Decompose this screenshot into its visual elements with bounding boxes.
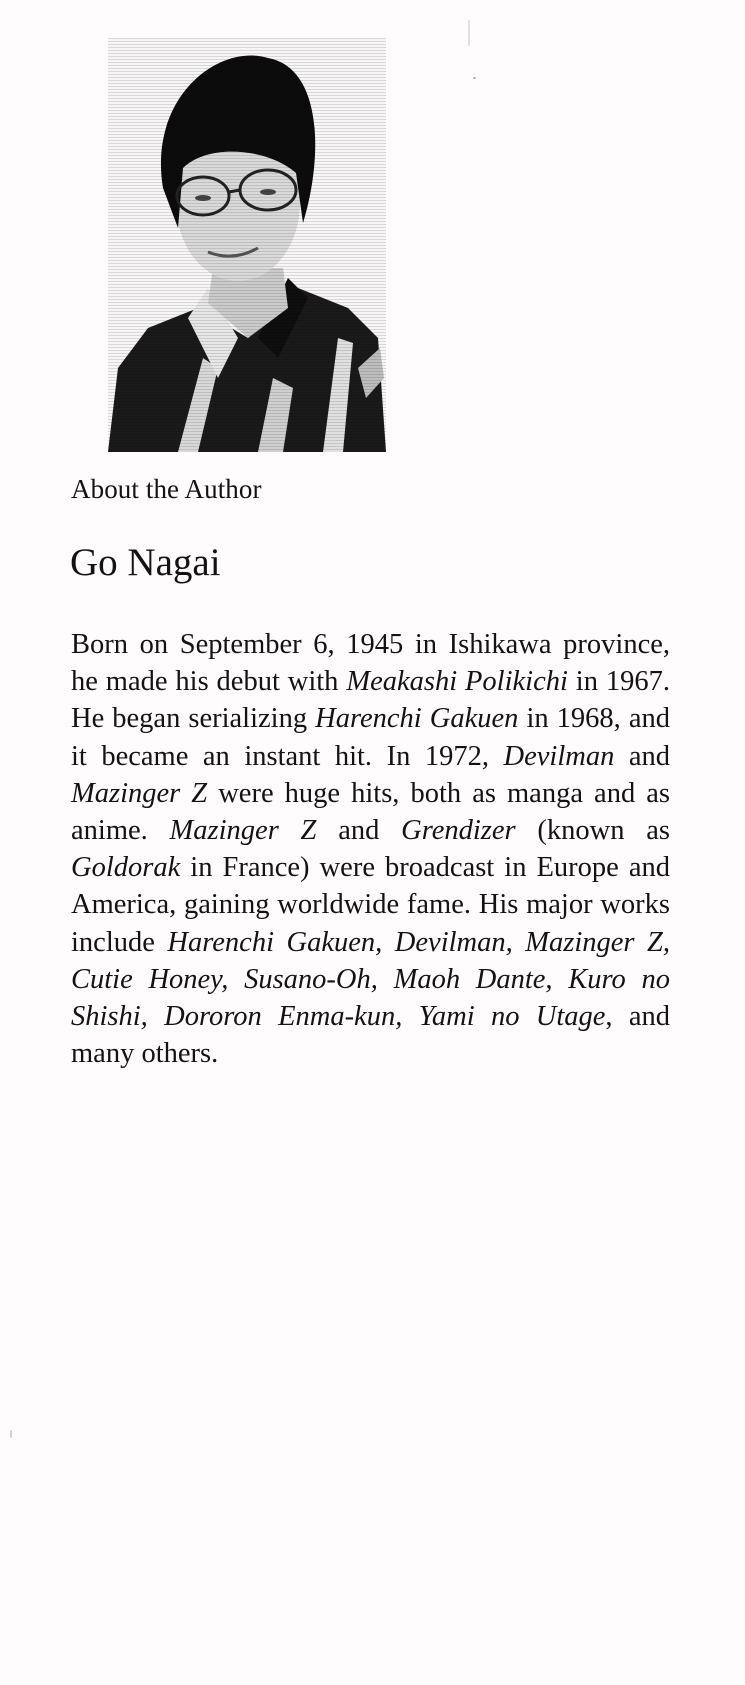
work-title: Goldorak: [71, 852, 181, 884]
work-title: Harenchi Gakuen: [315, 703, 519, 735]
work-title: Harenchi Gakuen, Devilman, Mazinger Z, Cutie Honey, Susano-Oh, Maoh Dante, Kuro no Shishi, Dororon Enma-kun, Yami no Utage: [71, 926, 671, 1033]
bio-text: and: [316, 815, 402, 847]
scan-speck: [468, 20, 470, 46]
work-title: Meakashi Polikichi: [346, 666, 568, 698]
bio-text: and: [614, 740, 671, 772]
author-bio: [71, 626, 670, 1072]
work-title: Grendizer: [401, 815, 516, 847]
scan-speck: [10, 1430, 12, 1438]
bio-text: in 1968, and it became an instant hit. In 1972,: [71, 703, 670, 772]
work-title: Mazinger Z: [71, 777, 208, 809]
bio-text: in France) were broadcast in Europe and America, gaining worldwide fame. His major works include: [71, 852, 670, 958]
scan-speck: [473, 77, 476, 79]
bio-text: in 1967. He began serializing: [71, 666, 670, 735]
portrait-icon: [108, 38, 386, 452]
author-name: Go Nagai: [70, 541, 221, 584]
section-label: About the Author: [71, 474, 262, 504]
author-photo: [108, 38, 386, 452]
bio-text: Born on September 6, 1945 in Ishikawa province, he made his debut with: [71, 629, 670, 698]
work-title: Mazinger Z: [169, 815, 317, 847]
work-title: Devilman: [503, 740, 615, 772]
bio-text: , and many others.: [71, 1001, 670, 1070]
bio-text: were huge hits, both as manga and as anime.: [71, 777, 670, 847]
bio-text: (known as: [515, 815, 671, 847]
